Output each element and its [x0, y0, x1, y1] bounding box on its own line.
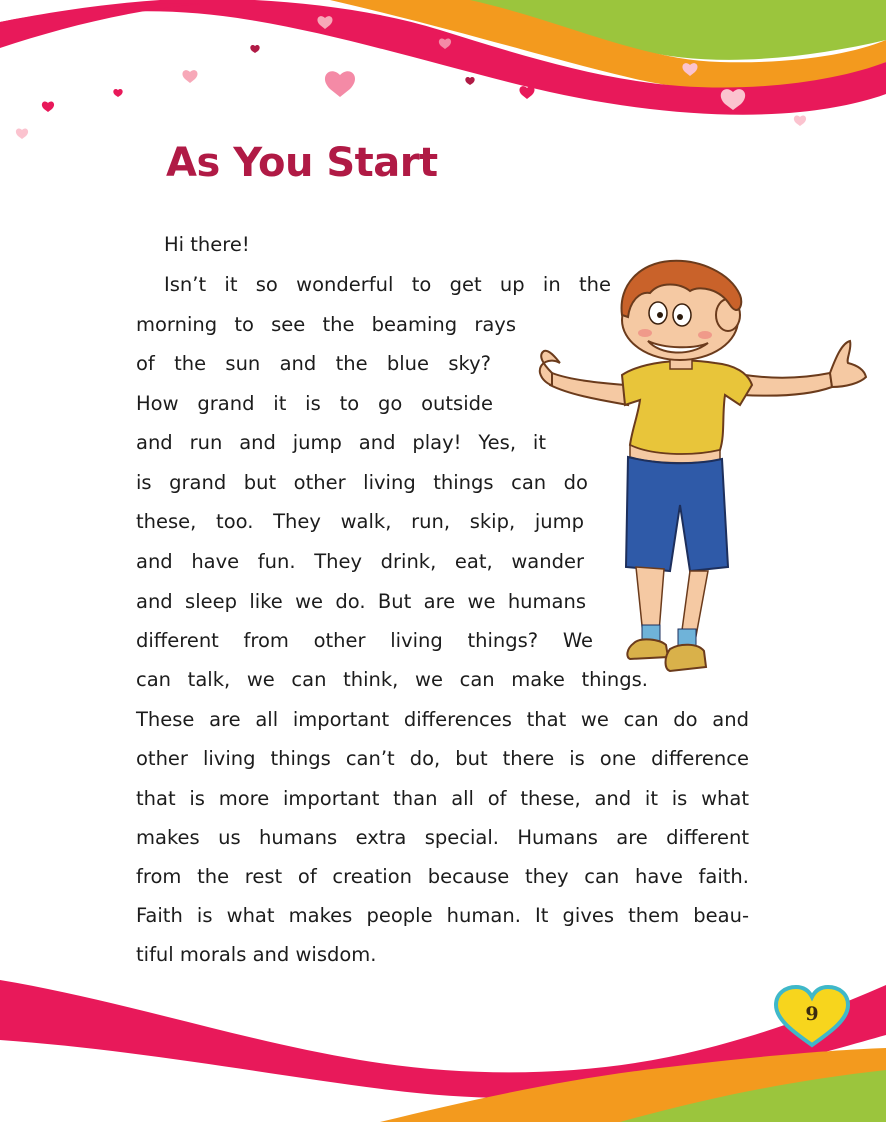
boy-illustration — [530, 245, 875, 685]
text-line: and run and jump and play! Yes, it — [136, 431, 546, 454]
text-line: tiful morals and wisdom. — [136, 943, 377, 966]
text-line: Hi there! — [164, 233, 250, 256]
page-number: 9 — [805, 1003, 819, 1025]
text-line: other living things can’t do, but there is one difference — [136, 747, 749, 770]
text-line: These are all important differences that we can do and — [136, 708, 749, 731]
text-line: Faith is what makes people human. It gives them beau- — [136, 904, 749, 927]
text-line: makes us humans extra special. Humans are different — [136, 826, 749, 849]
text-line: from the rest of creation because they can have faith. — [136, 865, 749, 888]
text-line: is grand but other living things can do — [136, 471, 588, 494]
text-line: can talk, we can think, we can make things. — [136, 668, 648, 691]
page-title: As You Start — [166, 140, 438, 186]
text-line: and sleep like we do. But are we humans — [136, 590, 586, 613]
text-line: How grand it is to go outside — [136, 392, 493, 415]
text-line: that is more important than all of these, and it is what — [136, 787, 749, 810]
text-line: these, too. They walk, run, skip, jump — [136, 510, 584, 533]
text-line: morning to see the beaming rays — [136, 313, 516, 336]
text-line: Isn’t it so wonderful to get up in the — [164, 273, 611, 296]
page-number-badge — [772, 985, 852, 1049]
text-line: different from other living things? We — [136, 629, 593, 652]
text-line: of the sun and the blue sky? — [136, 352, 491, 375]
text-line: and have fun. They drink, eat, wander — [136, 550, 584, 573]
